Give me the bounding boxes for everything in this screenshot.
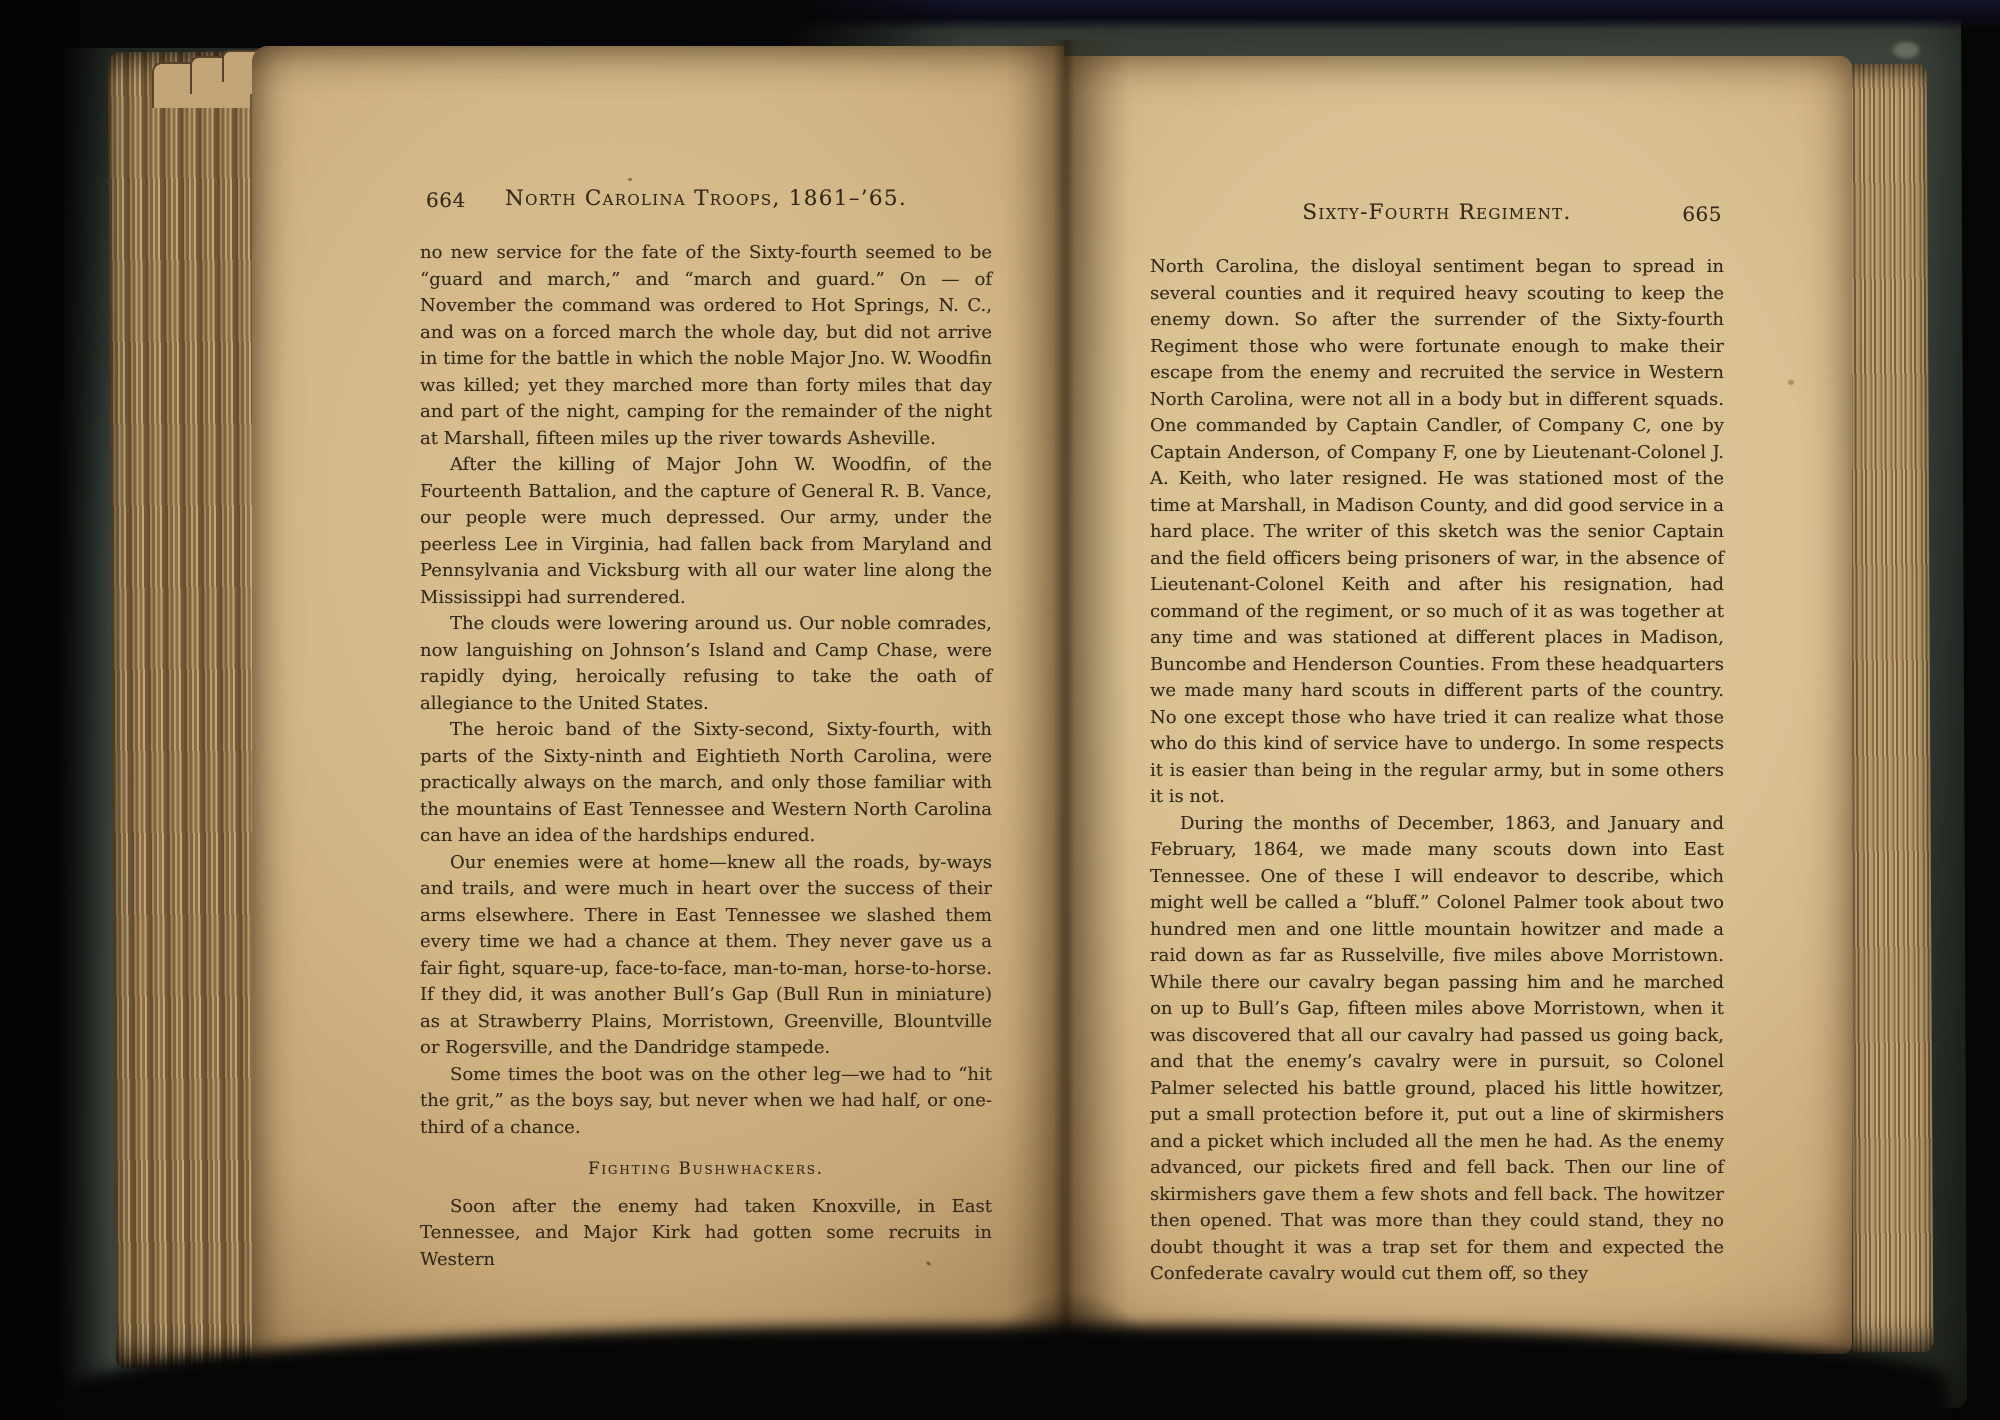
paragraph: Soon after the enemy had taken Knoxville, in East Tennessee, and Major Kirk had gotten some recruits in Western <box>420 1195 992 1270</box>
page-number-665: 665 <box>1682 202 1722 226</box>
left-page-text <box>420 186 992 1273</box>
page-number-664: 664 <box>426 188 466 212</box>
foxing-speck <box>1788 380 1794 385</box>
right-page-text <box>1150 200 1724 1288</box>
paragraph: After the killing of Major John W. Woodfin, of the Fourteenth Battalion, and the capture of General R. B. Vance, our people were much depressed. Our army, under the peerless Lee in Virginia, had fallen back from Maryland and Pennsylvania and Vicksburg with all our water line along the Mississippi had surrendered. <box>420 454 992 608</box>
paragraph: During the months of December, 1863, and January and February, 1864, we made many scouts down into East Tennessee. One of these I will endeavor to describe, which might well be called a “bluff.” Colonel Palmer took about two hundred men and one little mountain howitzer and made a raid down as far as Russelville, five miles above Morristown. While there our cavalry began passing him and he marched on up to Bull’s Gap, fifteen miles above Morristown, when it was discovered that all our cavalry had passed us going back, and that the enemy’s cavalry were in pursuit, so Colonel Palmer selected his battle ground, placed his little howitzer, put a small protection before it, put out a line of skirmishers and a picket which included all the men he had. As the enemy advanced, our pickets fired and fell back. Then our line of skirmishers gave them a few shots and fell back. The howitzer then opened. That was more than they could stand, they no doubt thought it was a trap set for them and expected the Confederate cavalry would cut them off, so they <box>1150 812 1724 1284</box>
paragraph: Our enemies were at home—knew all the roads, by-ways and trails, and were much in heart over the success of their arms elsewhere. There in East Tennessee we slashed them every time we had a chance at them. They never gave us a fair fight, square-up, face-to-face, man-to-man, horse-to-horse. If they did, it was another Bull’s Gap (Bull Run in miniature) as at Strawberry Plains, Morristown, Greenville, Blountville or Rogersville, and the Dandridge stampede. <box>420 851 992 1058</box>
paragraph: Some times the boot was on the other leg—we had to “hit the grit,” as the boys say, but never when we had half, or one-third of a chance. <box>420 1063 992 1138</box>
cover-corner-wear <box>1893 42 1919 58</box>
paragraph: The heroic band of the Sixty-second, Sixty-fourth, with parts of the Sixty-ninth and Eightieth North Carolina, were practically always on the march, and only those familiar with the mountains of East Tennessee and Western North Carolina can have an idea of the hardships endured. <box>420 719 992 846</box>
section-heading: Fighting Bushwhackers. <box>588 1159 824 1178</box>
running-header-right <box>1150 200 1724 240</box>
foxing-speck <box>628 178 632 181</box>
book-gutter <box>1006 40 1130 1374</box>
paragraph: The clouds were lowering around us. Our noble comrades, now languishing on Johnson’s Island and Camp Chase, were rapidly dying, heroically refusing to take the oath of allegiance to the United States. <box>420 613 992 714</box>
paragraph: no new service for the fate of the Sixty-fourth seemed to be “guard and march,” and “march and guard.” On — of November the command was ordered to Hot Springs, N. C., and was on a forced march the whole day, but did not arrive in time for the battle in which the noble Major Jno. W. Woodfin was killed; yet they marched more than forty miles that day and part of the night, camping for the remainder of the night at Marshall, fifteen miles up the river towards Asheville. <box>420 242 992 449</box>
page-edges-right <box>1847 64 1934 1352</box>
paragraph: North Carolina, the disloyal sentiment began to spread in several counties and it required heavy scouting to keep the enemy down. So after the surrender of the Sixty-fourth Regiment those who were fortunate enough to make their escape from the enemy and recruited the service in Western North Carolina, were not all in a body but in different squads. One commanded by Captain Candler, of Company C, one by Captain Anderson, of Company F, one by Lieutenant-Colonel J. A. Keith, who later resigned. He was stationed most of the time at Marshall, in Madison County, and did good service in a hard place. The writer of this sketch was the senior Captain and the field officers being prisoners of war, in the absence of Lieutenant-Colonel Keith and after his resignation, had command of the regiment, or so much of it as was together at any time and was stationed at different places in Madison, Buncombe and Henderson Counties. From these headquarters we made many hard scouts in different parts of the country. No one except those who have tried it can realize what those who do this kind of service have to undergo. In some respects it is easier than being in the regular army, but in some others it is not. <box>1150 256 1724 807</box>
running-header-left <box>420 186 992 226</box>
running-header-title: Sixty-Fourth Regiment. <box>1302 200 1572 225</box>
shadow-left-edge <box>0 0 110 1420</box>
running-header-title: North Carolina Troops, 1861–’65. <box>505 186 907 211</box>
shadow-top-left <box>0 0 960 48</box>
